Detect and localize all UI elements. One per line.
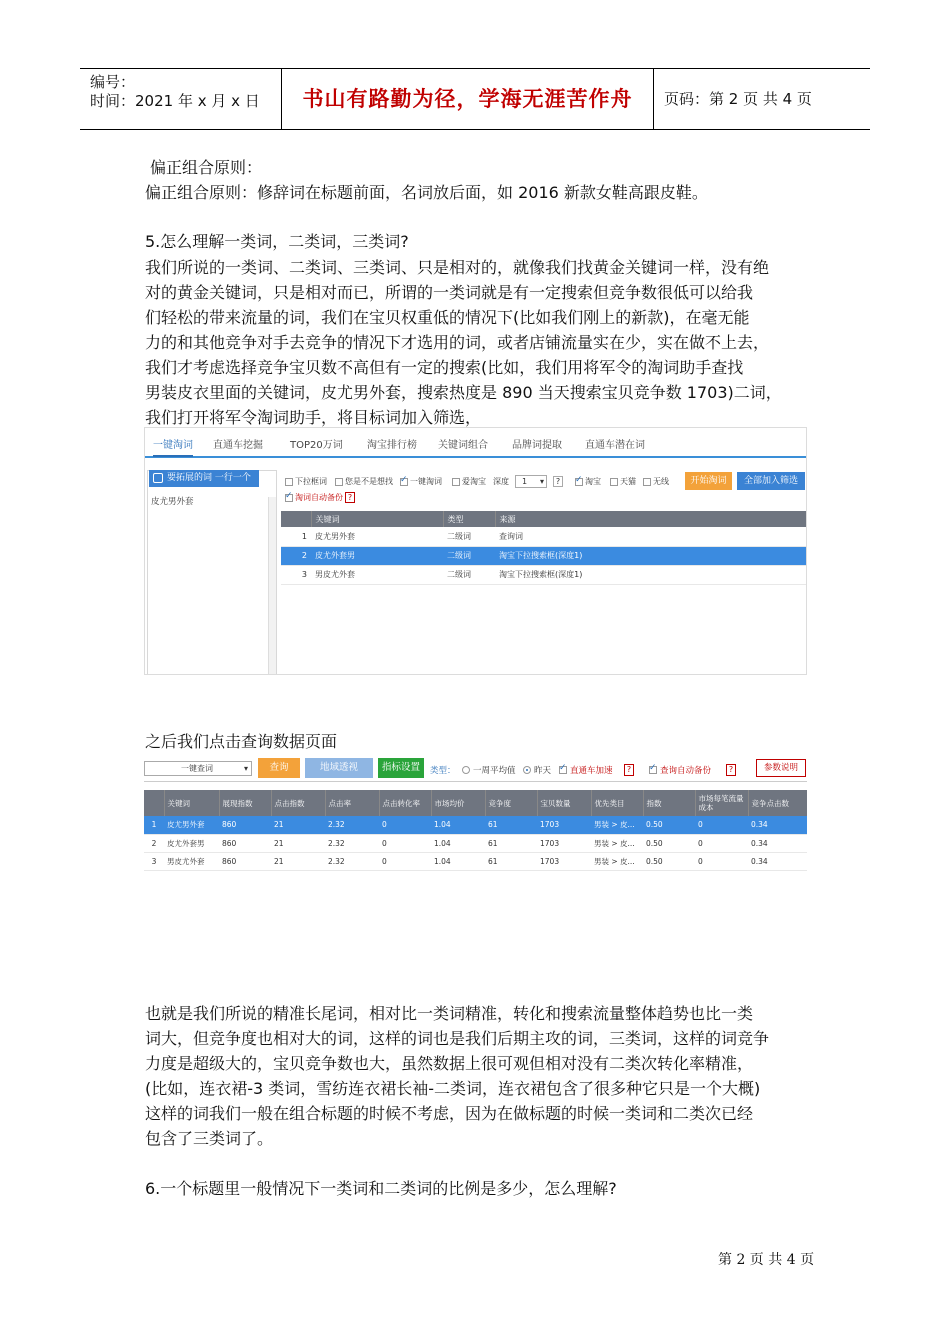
auto-backup-option[interactable]: ✓ 淘词自动备份 ? bbox=[285, 492, 355, 503]
opt-wireless[interactable]: 无线 bbox=[643, 476, 669, 487]
checkbox-checked-icon bbox=[559, 766, 567, 774]
para-5-line-2: 词大，但竞争度也相对大的词，这样的词也是我们后期主攻的词，三类词，这样的词竞争 bbox=[145, 1029, 770, 1048]
ztc-help[interactable] bbox=[624, 764, 634, 776]
checkbox-checked-icon bbox=[400, 478, 408, 486]
depth-help[interactable]: ? bbox=[553, 476, 563, 487]
start-search-button[interactable]: 开始淘词 bbox=[685, 472, 732, 490]
checkbox-icon bbox=[643, 478, 651, 486]
chevron-down-icon: ▾ bbox=[539, 477, 544, 486]
add-all-filter-button[interactable]: 全部加入筛选 bbox=[737, 472, 805, 490]
tab-top20[interactable]: TOP20万词 bbox=[290, 440, 343, 451]
checkbox-icon bbox=[452, 478, 460, 486]
list-icon bbox=[153, 473, 163, 483]
tool-tabs bbox=[145, 428, 807, 458]
table-row[interactable]: 2 皮尤外套男 860 21 2.32 0 1.04 61 1703 男装 > 皮... 0.50 0 0.34 bbox=[144, 834, 807, 852]
header-page: 页码：第 2 页 共 4 页 bbox=[664, 90, 812, 108]
radio-icon bbox=[462, 766, 470, 774]
param-help-button[interactable]: 参数说明 bbox=[756, 759, 806, 777]
seed-keyword[interactable]: 皮尤男外套 bbox=[151, 497, 194, 507]
checkbox-icon bbox=[335, 478, 343, 486]
tab-keyword-combo[interactable]: 关键词组合 bbox=[438, 440, 488, 451]
seed-keyword-header: 要拓展的词 一行一个 bbox=[149, 470, 259, 487]
help-icon: ? bbox=[726, 764, 736, 776]
opt-did-you-mean[interactable]: 您是不是想找 bbox=[335, 476, 393, 487]
table-header: 关键词 展现指数 点击指数 点击率 点击转化率 市场均价 竞争度 宝贝数量 优先类目 指数 市场每笔流量成本 竞争点击数 bbox=[144, 790, 807, 816]
checkbox-icon bbox=[610, 478, 618, 486]
opt-dropdown-words[interactable]: 下拉框词 bbox=[285, 476, 327, 487]
table-row[interactable]: 3 男皮尤外套 二级词 淘宝下拉搜索框(深度1) bbox=[281, 565, 807, 584]
para-3-line-7: 我们打开将军令淘词助手，将目标词加入筛选， bbox=[145, 408, 482, 427]
header-meta bbox=[80, 69, 282, 129]
tab-brand-extract[interactable]: 品牌词提取 bbox=[512, 440, 562, 451]
help-icon[interactable]: ? bbox=[345, 492, 355, 503]
keyword-result-table bbox=[281, 511, 807, 585]
question-6: 6.一个标题里一般情况下一类词和二类词的比例是多少，怎么理解? bbox=[145, 1179, 617, 1198]
query-result-table bbox=[144, 790, 807, 871]
depth-select[interactable]: 1 ▾ bbox=[515, 475, 547, 488]
checkbox-checked-icon bbox=[575, 478, 583, 486]
question-5: 5.怎么理解一类词，二类词，三类词? bbox=[145, 232, 409, 251]
opt-aitaobao[interactable]: 爱淘宝 bbox=[452, 476, 486, 487]
header-motto: 书山有路勤为径，学海无涯苦作舟 bbox=[282, 69, 654, 129]
tab-ztc-mining[interactable]: 直通车挖掘 bbox=[213, 440, 263, 451]
table-header: 关键词 类型 来源 bbox=[281, 511, 807, 527]
para-5-line-4: (比如，连衣裙-3 类词，雪纺连衣裙长袖-二类词，连衣裙包含了很多种它只是一个大概) bbox=[145, 1079, 761, 1098]
query-backup-option[interactable]: ✓ 查询自动备份 bbox=[649, 764, 711, 776]
table-row-selected[interactable]: 1 皮尤男外套 860 21 2.32 0 1.04 61 1703 男装 > 皮... 0.50 0 0.34 bbox=[144, 816, 807, 834]
table-row[interactable]: 1 皮尤男外套 二级词 查询词 bbox=[281, 527, 807, 546]
tab-taobao-rank[interactable]: 淘宝排行榜 bbox=[367, 440, 417, 451]
para-4: 之后我们点击查询数据页面 bbox=[145, 732, 338, 751]
depth-label: 深度 bbox=[493, 477, 509, 486]
metric-settings-button[interactable]: 指标设置 bbox=[378, 758, 424, 778]
seed-keyword-pane[interactable] bbox=[147, 470, 277, 675]
pane-scrollbar[interactable] bbox=[268, 497, 276, 675]
ztc-speed-option[interactable]: ✓ 直通车加速 bbox=[559, 764, 613, 776]
opt-tmall[interactable]: 天猫 bbox=[610, 476, 636, 487]
query-button[interactable]: 查询 bbox=[258, 758, 300, 778]
tab-one-click[interactable]: 一键淘词 bbox=[153, 436, 193, 457]
para-5-line-6: 包含了三类词了。 bbox=[145, 1129, 274, 1148]
para-3-line-5: 我们才考虑选择竞争宝贝数不高但有一定的搜索(比如，我们用将军令的淘词助手查找 bbox=[145, 358, 744, 377]
para-5-line-5: 这样的词我们一般在组合标题的时候不考虑，因为在做标题的时候一类词和二类次已经 bbox=[145, 1104, 754, 1123]
checkbox-checked-icon bbox=[285, 494, 293, 502]
para-2: 偏正组合原则：修辞词在标题前面，名词放后面，如 2016 新款女鞋高跟皮鞋。 bbox=[145, 183, 708, 202]
para-5-line-1: 也就是我们所说的精准长尾词，相对比一类词精准，转化和搜索流量整体趋势也比一类 bbox=[145, 1004, 754, 1023]
checkbox-icon bbox=[285, 478, 293, 486]
region-view-button[interactable]: 地域透视 bbox=[305, 758, 373, 778]
header-number: 编号： bbox=[90, 73, 136, 91]
checkbox-checked-icon bbox=[649, 766, 657, 774]
para-3-line-1: 我们所说的一类词、二类词、三类词、只是相对的，就像我们找黄金关键词一样，没有绝 bbox=[145, 258, 770, 277]
help-icon: ? bbox=[624, 764, 634, 776]
para-3-line-2: 对的黄金关键词，只是相对而已，所谓的一类词就是有一定搜索但竞争数很低可以给我 bbox=[145, 283, 754, 302]
keyword-tool-screenshot bbox=[144, 427, 807, 675]
query-toolbar bbox=[144, 754, 807, 782]
backup-help[interactable] bbox=[726, 764, 736, 776]
type-label: 类型： bbox=[430, 766, 456, 776]
table-row-selected[interactable]: 2 皮尤外套男 二级词 淘宝下拉搜索框(深度1) bbox=[281, 546, 807, 565]
radio-week-average[interactable]: 一周平均值 bbox=[462, 764, 516, 776]
radio-yesterday[interactable]: 昨天 bbox=[523, 764, 551, 776]
para-5-line-3: 力度是超级大的，宝贝竞争数也大，虽然数据上很可观但相对没有二类次转化率精准， bbox=[145, 1054, 754, 1073]
opt-taobao[interactable]: ✓ 淘宝 bbox=[575, 476, 601, 487]
para-3-line-4: 力的和其他竞争对手去竞争的情况下才选用的词，或者店铺流量实在少，实在做不上去， bbox=[145, 333, 770, 352]
table-row[interactable]: 3 男皮尤外套 860 21 2.32 0 1.04 61 1703 男装 > 皮... 0.50 0 0.34 bbox=[144, 852, 807, 870]
opt-one-click[interactable]: ✓ 一键淘词 bbox=[400, 476, 442, 487]
para-3-line-3: 们轻松的带来流量的词，我们在宝贝权重低的情况下(比如我们刚上的新款)，在毫无能 bbox=[145, 308, 750, 327]
query-data-screenshot bbox=[144, 754, 807, 872]
radio-checked-icon bbox=[523, 766, 531, 774]
tab-ztc-potential[interactable]: 直通车潜在词 bbox=[585, 440, 645, 451]
para-3-line-6: 男装皮衣里面的关键词，皮尤男外套，搜索热度是 890 当天搜索宝贝竞争数 1703)二词， bbox=[145, 383, 782, 402]
page-footer: 第 2 页 共 4 页 bbox=[718, 1252, 815, 1268]
query-mode-select[interactable]: 一键查词 ▾ bbox=[144, 761, 252, 776]
header-date: 时间：2021 年 x 月 x 日 bbox=[90, 92, 260, 110]
para-1: 偏正组合原则： bbox=[150, 158, 263, 177]
page-header bbox=[80, 68, 870, 130]
